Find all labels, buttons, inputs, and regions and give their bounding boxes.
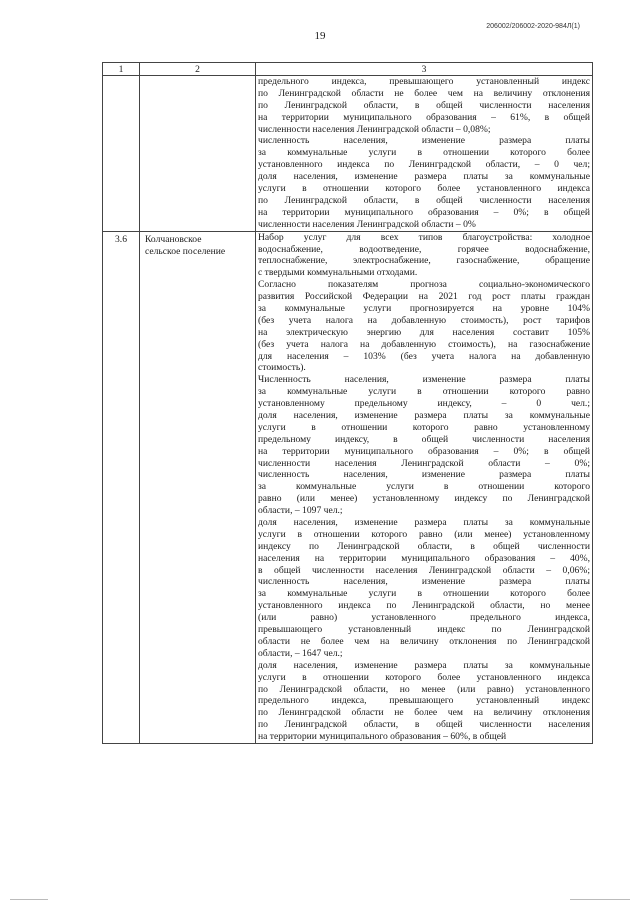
text-line: численности населения Ленинградской области – 0,08%;: [258, 123, 491, 135]
text-line: равно (или менее) установленному индексу по Ленинградской: [258, 493, 590, 505]
text-line: на территории муниципального образования – 60%, в общей: [258, 731, 507, 743]
text-line: области не более чем на величину отклонения по Ленинградской: [258, 635, 590, 647]
text-line: предельного индекса, превышающего установленный индекс: [258, 76, 590, 87]
text-line: населения на территории муниципального образования – 40%,: [258, 552, 590, 564]
text-line: развития Российской Федерации на 2021 год рост платы граждан: [258, 291, 590, 303]
text-line: доля населения, изменение размера платы за коммунальные: [258, 171, 590, 183]
text-line: с твердыми коммунальными отходами.: [258, 267, 418, 279]
text-line: предельного индекса, превышающего установленный индекс: [258, 695, 590, 707]
text-line: доля населения, изменение размера платы за коммунальные: [258, 517, 590, 529]
text-line: (без учета налога на добавленную стоимость), рост тарифов: [258, 314, 590, 326]
row-number: 3.6: [103, 231, 140, 743]
text-line: Численность населения, изменение размера платы: [258, 374, 590, 386]
header-col-2: 2: [140, 63, 256, 76]
text-line: за коммунальные услуги в отношении которого более: [258, 147, 590, 159]
text-line: услуги в отношении которого равно установленному: [258, 421, 590, 433]
page-number: 19: [314, 30, 326, 42]
text-line: области, – 1647 чел.;: [258, 647, 343, 659]
text-line: на территории муниципального образования – 0%; в общей: [258, 206, 590, 218]
text-line: по Ленинградской области, в общей численности населения: [258, 194, 590, 206]
text-line: водоснабжение, водоотведение, горячее водоснабжение,: [258, 243, 590, 255]
text-line: в общей численности населения Ленинградской области – 0,06%;: [258, 564, 590, 576]
settlement-name: [140, 231, 256, 743]
description-cell: [256, 76, 593, 232]
text-line: численность населения, изменение размера платы: [258, 469, 590, 481]
table-header-row: [103, 63, 593, 76]
text-line: численность населения, изменение размера платы: [258, 135, 590, 147]
text-line: (без учета налога на добавленную стоимость), на газоснабжение: [258, 338, 590, 350]
tariff-table: [102, 62, 593, 744]
text-line: численность населения, изменение размера платы: [258, 576, 590, 588]
text-line: по Ленинградской области не более чем на величину отклонения: [258, 707, 590, 719]
text-line: по Ленинградской области, в общей численности населения: [258, 99, 590, 111]
text-line: для населения – 103% (без учета налога на добавленную: [258, 350, 590, 362]
text-line: доля населения, изменение размера платы за коммунальные: [258, 410, 590, 421]
text-line: услуги в отношении которого равно (или менее) установленному: [258, 528, 590, 540]
description-text: [258, 76, 590, 231]
scan-edge-mark: [570, 899, 630, 900]
text-line: Согласно показателям прогноза социально-экономического: [258, 279, 590, 291]
text-line: Набор услуг для всех типов благоустройства: холодное: [258, 231, 590, 243]
table-row-3-6: [103, 231, 593, 743]
text-line: (или равно) установленного предельного индекса,: [258, 612, 590, 624]
document-id: 206002/206002-2020-984Л(1): [486, 23, 580, 30]
text-line: за коммунальные услуги прогнозируется на уровне 104%: [258, 302, 590, 314]
header-col-1: 1: [103, 63, 140, 76]
text-line: на территории муниципального образования – 61%, в общей: [258, 111, 590, 123]
text-line: области, – 1097 чел.;: [258, 505, 343, 517]
text-line: доля населения, изменение размера платы за коммунальные: [258, 659, 590, 671]
header-col-3: 3: [256, 63, 593, 76]
text-line: теплоснабжение, электроснабжение, газоснабжение, обращение: [258, 255, 590, 267]
text-line: услуги в отношении которого более установленного индекса: [258, 183, 590, 195]
text-line: по Ленинградской области, но менее (или равно) установленного: [258, 683, 590, 695]
text-line: индексу по Ленинградской области, в общей численности: [258, 540, 590, 552]
text-line: за коммунальные услуги в отношении которого более: [258, 588, 590, 600]
text-line: по Ленинградской области не более чем на величину отклонения: [258, 87, 590, 99]
text-line: на территории муниципального образования – 0%; в общей: [258, 445, 590, 457]
text-line: на электрическую энергию для населения составит 105%: [258, 326, 590, 338]
description-text: [258, 232, 590, 743]
text-line: за коммунальные услуги в отношении которого: [258, 481, 590, 493]
text-line: превышающего установленный индекс по Ленинградской: [258, 624, 590, 636]
text-line: установленного индекса по Ленинградской области, – 0 чел;: [258, 159, 590, 171]
settlement-name-line: сельское поселение: [145, 245, 226, 257]
description-cell: [256, 231, 593, 743]
text-line: численности населения Ленинградской области – 0%: [258, 218, 476, 230]
text-line: численности населения Ленинградской области – 0%;: [258, 457, 590, 469]
scan-edge-mark: [10, 899, 48, 900]
text-line: за коммунальные услуги в отношении которого равно: [258, 386, 590, 398]
settlement-name-cell: [140, 76, 256, 232]
text-line: по Ленинградской области, в общей численности населения: [258, 719, 590, 731]
row-number-cell: [103, 76, 140, 232]
settlement-name-line: Колчановское: [145, 233, 202, 245]
text-line: предельному индексу, в общей численности населения: [258, 433, 590, 445]
text-line: установленного индекса по Ленинградской области, но менее: [258, 600, 590, 612]
table-row-continued: [103, 76, 593, 232]
text-line: установленному предельному индексу, – 0 чел.;: [258, 398, 590, 410]
text-line: услуги в отношении которого более установленного индекса: [258, 671, 590, 683]
text-line: стоимость).: [258, 362, 306, 374]
